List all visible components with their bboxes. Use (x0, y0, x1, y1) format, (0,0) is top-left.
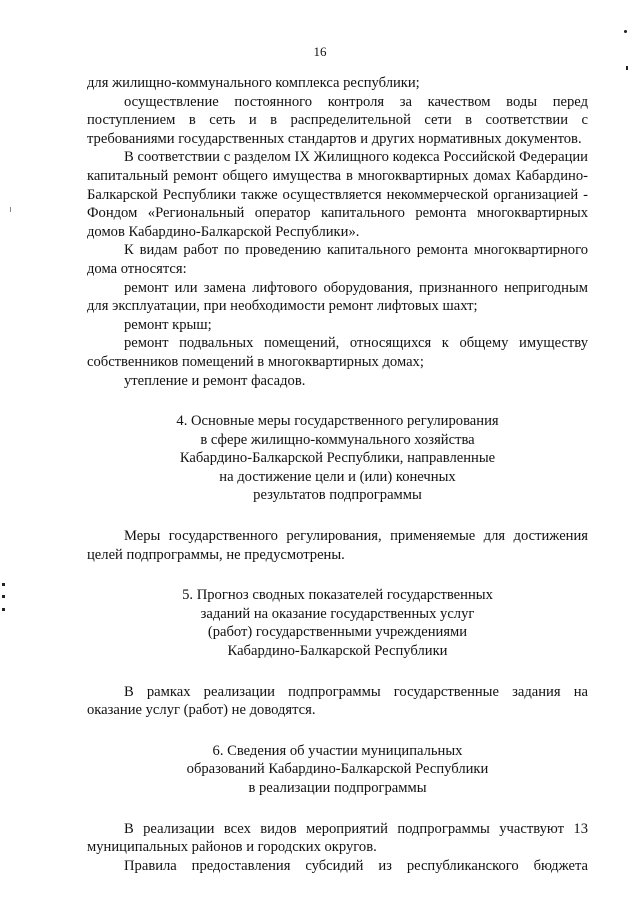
paragraph: осуществление постоянного контроля за качеством воды перед поступлением в сеть и в распределительной сети в соответствии с требованиями государственных стандартов и других нормативных документов. (87, 93, 588, 147)
scan-artifact-left (2, 608, 5, 611)
page-number: 16 (313, 44, 327, 59)
paragraph: В соответствии с разделом IX Жилищного кодекса Российской Федерации капитальный ремонт общего имущества в многоквартирных домах Кабардино-Балкарской Республики также осуществляется некоммерческой организацией - Фондом «Региональный оператор капитального ремонта многоквартирных домов Кабардино-Балкарской Республики». (87, 149, 588, 240)
paragraph: ремонт крыш; (124, 316, 212, 333)
section-heading-line: Кабардино-Балкарской Республики, направленные (179, 450, 496, 467)
scan-artifact-left-mid (10, 207, 11, 212)
paragraph: Правила предоставления субсидий из республиканского бюджета (124, 857, 588, 874)
paragraph: В реализации всех видов мероприятий подпрограммы участвуют 13 муниципальных районов и городских округов. (87, 820, 588, 856)
paragraph: В рамках реализации подпрограммы государственные задания на оказание услуг (работ) не доводятся. (87, 683, 588, 719)
section-heading-line: 4. Основные меры государственного регулирования (176, 413, 499, 430)
section-heading-line: 6. Сведения об участии муниципальных (212, 742, 463, 759)
section-heading-line: результатов подпрограммы (253, 487, 422, 504)
scan-artifact-right-top (624, 30, 627, 33)
section-heading (87, 742, 588, 798)
scan-artifact-left (2, 595, 5, 598)
paragraph: Меры государственного регулирования, применяемые для достижения целей подпрограммы, не предусмотрены. (87, 528, 588, 563)
document-body (87, 74, 588, 875)
scan-artifact-right (626, 66, 628, 70)
section-heading-line: на достижение цели и (или) конечных (219, 468, 456, 485)
section-heading-line: Кабардино-Балкарской Республики (227, 643, 448, 660)
section-heading-line: 5. Прогноз сводных показателей государственных (182, 587, 493, 604)
paragraph: для жилищно-коммунального комплекса республики; (87, 75, 420, 91)
section-heading-line: (работ) государственными учреждениями (207, 624, 468, 641)
section-heading (87, 412, 588, 505)
paragraph: К видам работ по проведению капитального ремонта многоквартирного дома относятся: (87, 242, 588, 277)
paragraph: утепление и ремонт фасадов. (124, 372, 306, 389)
section-heading (87, 586, 588, 660)
section-heading-line: в реализации подпрограммы (248, 780, 427, 796)
section-heading-line: заданий на оказание государственных услуг (200, 605, 475, 622)
paragraph: ремонт подвальных помещений, относящихся к общему имуществу собственников помещений в многоквартирных домах; (87, 335, 588, 370)
scan-artifact-left (2, 583, 5, 586)
paragraph: ремонт или замена лифтового оборудования, признанного непригодным для эксплуатации, при необходимости ремонт лифтовых шахт; (87, 279, 588, 315)
section-heading-line: образований Кабардино-Балкарской Республики (186, 761, 489, 778)
section-heading-line: в сфере жилищно-коммунального хозяйства (200, 431, 475, 448)
